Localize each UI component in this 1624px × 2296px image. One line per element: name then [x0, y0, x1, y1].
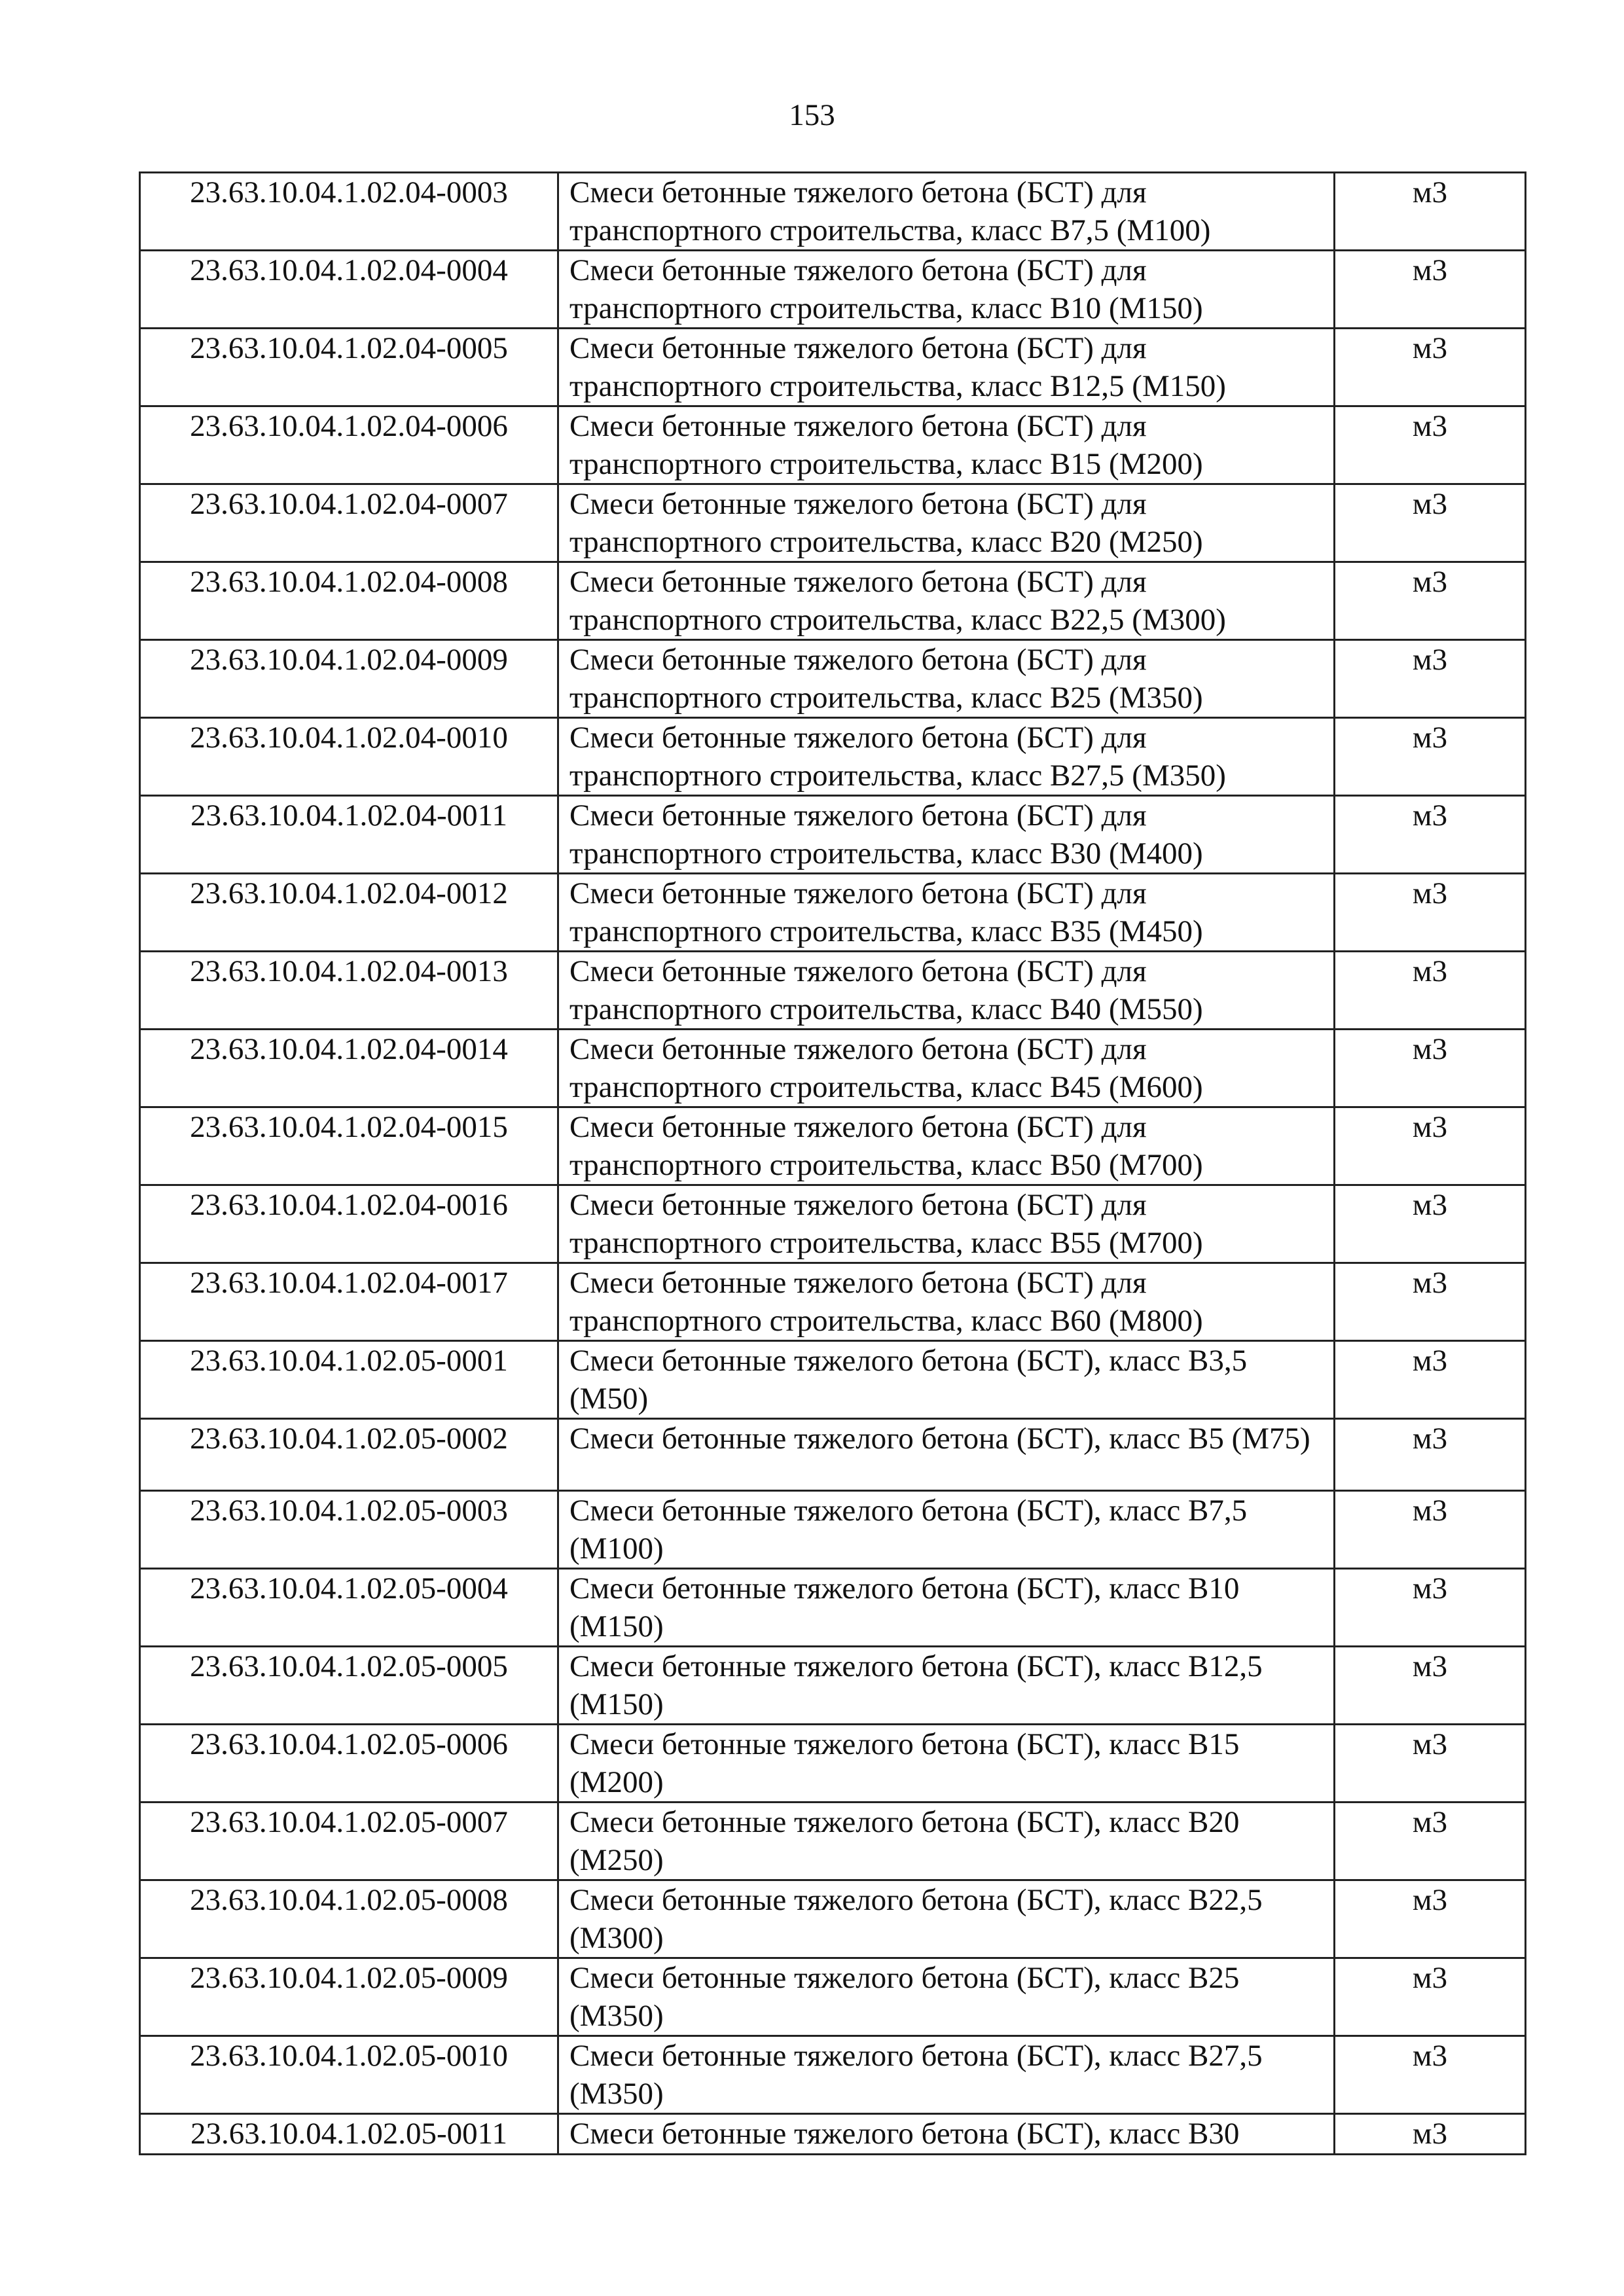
unit-cell: м3: [1335, 1185, 1526, 1263]
resource-code-cell: 23.63.10.04.1.02.04-0012: [140, 874, 558, 952]
table-row: [140, 1185, 1526, 1263]
table-row: [140, 1880, 1526, 1958]
resource-code-cell: 23.63.10.04.1.02.05-0002: [140, 1419, 558, 1491]
resource-code-cell: 23.63.10.04.1.02.04-0005: [140, 329, 558, 406]
table-row: [140, 1647, 1526, 1725]
resource-code-cell: 23.63.10.04.1.02.05-0009: [140, 1958, 558, 2036]
resource-code-cell: 23.63.10.04.1.02.04-0007: [140, 484, 558, 562]
resource-name-cell: Смеси бетонные тяжелого бетона (БСТ), класс В20 (М250): [558, 1803, 1335, 1880]
resource-name-cell: Смеси бетонные тяжелого бетона (БСТ) для транспортного строительства, класс В45 (М600): [558, 1030, 1335, 1107]
resource-name-cell: Смеси бетонные тяжелого бетона (БСТ), класс В25 (М350): [558, 1958, 1335, 2036]
unit-cell: м3: [1335, 1419, 1526, 1491]
resource-name-cell: Смеси бетонные тяжелого бетона (БСТ) для транспортного строительства, класс В35 (М450): [558, 874, 1335, 952]
resource-name-cell: Смеси бетонные тяжелого бетона (БСТ), класс В22,5 (М300): [558, 1880, 1335, 1958]
table-body: [140, 173, 1526, 2155]
resource-code-cell: 23.63.10.04.1.02.04-0006: [140, 406, 558, 484]
resource-code-cell: 23.63.10.04.1.02.04-0009: [140, 640, 558, 718]
table-row: [140, 406, 1526, 484]
unit-cell: м3: [1335, 484, 1526, 562]
table-row: [140, 251, 1526, 329]
resource-name-cell: Смеси бетонные тяжелого бетона (БСТ) для транспортного строительства, класс В10 (М150): [558, 251, 1335, 329]
resource-name-cell: Смеси бетонные тяжелого бетона (БСТ), класс В3,5 (М50): [558, 1341, 1335, 1419]
resource-name-cell: Смеси бетонные тяжелого бетона (БСТ) для транспортного строительства, класс В7,5 (М100): [558, 173, 1335, 251]
unit-cell: м3: [1335, 718, 1526, 796]
unit-cell: м3: [1335, 1341, 1526, 1419]
unit-cell: м3: [1335, 1569, 1526, 1647]
resource-code-cell: 23.63.10.04.1.02.05-0003: [140, 1491, 558, 1569]
page-number: 153: [789, 98, 835, 132]
unit-cell: м3: [1335, 874, 1526, 952]
unit-cell: м3: [1335, 251, 1526, 329]
table-row: [140, 874, 1526, 952]
resource-code-cell: 23.63.10.04.1.02.05-0004: [140, 1569, 558, 1647]
table-row: [140, 2114, 1526, 2155]
unit-cell: м3: [1335, 1725, 1526, 1803]
table-row: [140, 1419, 1526, 1491]
materials-table: [139, 171, 1526, 2155]
table-row: [140, 1958, 1526, 2036]
unit-cell: м3: [1335, 640, 1526, 718]
resource-code-cell: 23.63.10.04.1.02.04-0010: [140, 718, 558, 796]
unit-cell: м3: [1335, 329, 1526, 406]
resource-code-cell: 23.63.10.04.1.02.05-0010: [140, 2036, 558, 2114]
resource-name-cell: Смеси бетонные тяжелого бетона (БСТ) для транспортного строительства, класс В12,5 (М150): [558, 329, 1335, 406]
resource-name-cell: Смеси бетонные тяжелого бетона (БСТ) для транспортного строительства, класс В50 (М700): [558, 1107, 1335, 1185]
resource-name-cell: Смеси бетонные тяжелого бетона (БСТ), класс В15 (М200): [558, 1725, 1335, 1803]
resource-name-cell: Смеси бетонные тяжелого бетона (БСТ) для транспортного строительства, класс В27,5 (М350): [558, 718, 1335, 796]
unit-cell: м3: [1335, 2114, 1526, 2155]
resource-name-cell: Смеси бетонные тяжелого бетона (БСТ) для транспортного строительства, класс В25 (М350): [558, 640, 1335, 718]
table-row: [140, 1725, 1526, 1803]
resource-code-cell: 23.63.10.04.1.02.04-0004: [140, 251, 558, 329]
unit-cell: м3: [1335, 1647, 1526, 1725]
unit-cell: м3: [1335, 1107, 1526, 1185]
table-row: [140, 484, 1526, 562]
resource-name-cell: Смеси бетонные тяжелого бетона (БСТ), класс В12,5 (М150): [558, 1647, 1335, 1725]
resource-name-cell: Смеси бетонные тяжелого бетона (БСТ) для транспортного строительства, класс В30 (М400): [558, 796, 1335, 874]
resource-name-cell: Смеси бетонные тяжелого бетона (БСТ), класс В7,5 (М100): [558, 1491, 1335, 1569]
table-row: [140, 1263, 1526, 1341]
resource-code-cell: 23.63.10.04.1.02.05-0007: [140, 1803, 558, 1880]
unit-cell: м3: [1335, 173, 1526, 251]
resource-code-cell: 23.63.10.04.1.02.05-0011: [140, 2114, 558, 2155]
unit-cell: м3: [1335, 562, 1526, 640]
table-row: [140, 1569, 1526, 1647]
table-row: [140, 2036, 1526, 2114]
resource-code-cell: 23.63.10.04.1.02.04-0011: [140, 796, 558, 874]
table-row: [140, 329, 1526, 406]
table-row: [140, 1341, 1526, 1419]
table-row: [140, 1107, 1526, 1185]
unit-cell: м3: [1335, 1880, 1526, 1958]
table-row: [140, 173, 1526, 251]
unit-cell: м3: [1335, 1958, 1526, 2036]
table-row: [140, 796, 1526, 874]
resource-name-cell: Смеси бетонные тяжелого бетона (БСТ), класс В5 (М75): [558, 1419, 1335, 1491]
resource-code-cell: 23.63.10.04.1.02.04-0014: [140, 1030, 558, 1107]
resource-code-cell: 23.63.10.04.1.02.04-0016: [140, 1185, 558, 1263]
resource-name-cell: Смеси бетонные тяжелого бетона (БСТ), класс В10 (М150): [558, 1569, 1335, 1647]
resource-name-cell: Смеси бетонные тяжелого бетона (БСТ), класс В30: [558, 2114, 1335, 2155]
resource-name-cell: Смеси бетонные тяжелого бетона (БСТ) для транспортного строительства, класс В20 (М250): [558, 484, 1335, 562]
unit-cell: м3: [1335, 1263, 1526, 1341]
resource-code-cell: 23.63.10.04.1.02.04-0015: [140, 1107, 558, 1185]
unit-cell: м3: [1335, 1491, 1526, 1569]
table-row: [140, 718, 1526, 796]
resource-name-cell: Смеси бетонные тяжелого бетона (БСТ) для транспортного строительства, класс В60 (М800): [558, 1263, 1335, 1341]
resource-name-cell: Смеси бетонные тяжелого бетона (БСТ) для транспортного строительства, класс В15 (М200): [558, 406, 1335, 484]
resource-code-cell: 23.63.10.04.1.02.05-0001: [140, 1341, 558, 1419]
table-row: [140, 1030, 1526, 1107]
unit-cell: м3: [1335, 952, 1526, 1030]
resource-code-cell: 23.63.10.04.1.02.04-0017: [140, 1263, 558, 1341]
resource-name-cell: Смеси бетонные тяжелого бетона (БСТ) для транспортного строительства, класс В22,5 (М300): [558, 562, 1335, 640]
resource-code-cell: 23.63.10.04.1.02.04-0008: [140, 562, 558, 640]
resource-code-cell: 23.63.10.04.1.02.05-0008: [140, 1880, 558, 1958]
table-row: [140, 952, 1526, 1030]
resource-code-cell: 23.63.10.04.1.02.05-0005: [140, 1647, 558, 1725]
unit-cell: м3: [1335, 406, 1526, 484]
table-row: [140, 1803, 1526, 1880]
unit-cell: м3: [1335, 2036, 1526, 2114]
table-row: [140, 640, 1526, 718]
resource-name-cell: Смеси бетонные тяжелого бетона (БСТ) для транспортного строительства, класс В55 (М700): [558, 1185, 1335, 1263]
resource-name-cell: Смеси бетонные тяжелого бетона (БСТ) для транспортного строительства, класс В40 (М550): [558, 952, 1335, 1030]
unit-cell: м3: [1335, 1030, 1526, 1107]
unit-cell: м3: [1335, 796, 1526, 874]
resource-code-cell: 23.63.10.04.1.02.04-0003: [140, 173, 558, 251]
unit-cell: м3: [1335, 1803, 1526, 1880]
table-row: [140, 1491, 1526, 1569]
resource-code-cell: 23.63.10.04.1.02.05-0006: [140, 1725, 558, 1803]
table-row: [140, 562, 1526, 640]
resource-code-cell: 23.63.10.04.1.02.04-0013: [140, 952, 558, 1030]
resource-name-cell: Смеси бетонные тяжелого бетона (БСТ), класс В27,5 (М350): [558, 2036, 1335, 2114]
